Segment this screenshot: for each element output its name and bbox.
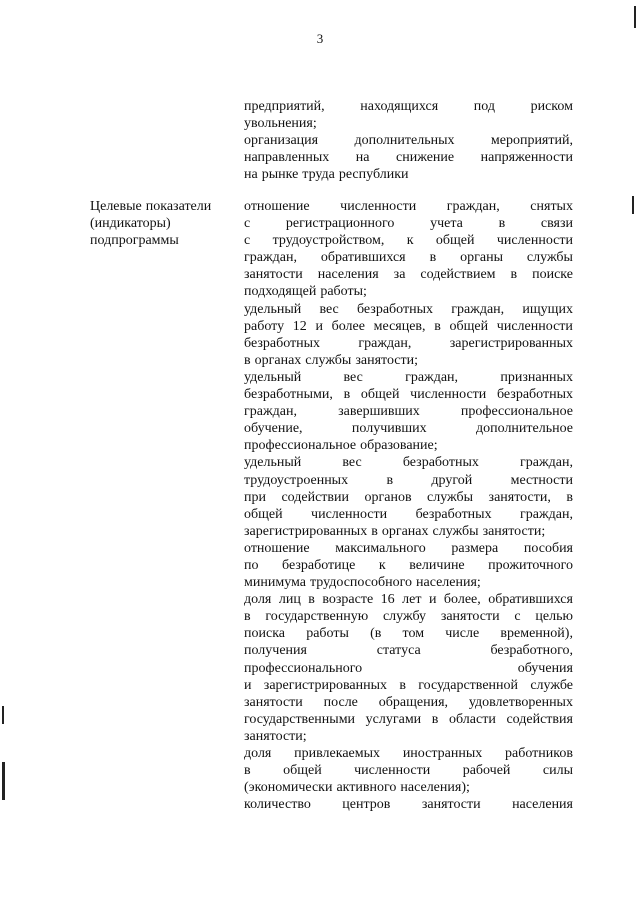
scan-mark-top-right (634, 6, 636, 28)
text-line: безработных граждан, зарегистрированных (244, 335, 573, 351)
text-line: количество центров занятости населения (244, 797, 573, 813)
text-line: Целевые показатели (90, 199, 212, 214)
text-line: по безработице к величине прожиточного (244, 557, 573, 573)
text-line: с трудоустройством, к общей численности (244, 233, 573, 249)
page-number: 3 (316, 31, 324, 46)
text-line: доля лиц в возрасте 16 лет и более, обратившихся (244, 592, 573, 608)
text-line: занятости после обращения, удовлетворенных (244, 694, 573, 710)
text-line: с регистрационного учета в связи (244, 216, 573, 232)
text-line: (экономически активного населения); (244, 780, 470, 796)
text-line: увольнения; (244, 116, 317, 132)
text-line: организация дополнительных мероприятий, (244, 133, 573, 149)
text-line: граждан, обратившихся в органы службы (244, 250, 573, 266)
text-line: в органах службы занятости; (244, 352, 419, 368)
text-line: удельный вес безработных граждан, ищущих (244, 301, 573, 317)
text-line: удельный вес граждан, признанных (244, 369, 573, 385)
text-line: на рынке труда республики (244, 167, 409, 183)
text-line: зарегистрированных в органах службы занятости; (244, 523, 546, 539)
text-line: подходящей работы; (244, 284, 367, 300)
passport-label-cell (90, 198, 235, 249)
text-line: доля привлекаемых иностранных работников (244, 746, 573, 761)
text-line: занятости населения за содействием в поиске (244, 267, 573, 283)
text-line: направленных на снижение напряженности (244, 150, 573, 166)
scan-mark-left-upper (2, 706, 4, 724)
text-line: и зарегистрированных в государственной службе (244, 677, 573, 693)
text-line: отношение численности граждан, снятых (244, 199, 573, 214)
text-line: занятости; (244, 728, 307, 744)
text-line: обучение, получивших дополнительное (244, 421, 573, 437)
text-line: (индикаторы) (90, 216, 171, 232)
text-line: трудоустроенных в другой местности (244, 472, 573, 488)
indicators-text-block (244, 198, 573, 813)
text-line: в государственную службу занятости с целью (244, 609, 573, 625)
text-line: граждан, завершивших профессиональное (244, 404, 573, 420)
text-line: профессиональное образование; (244, 438, 438, 454)
scan-mark-left-lower (2, 762, 5, 800)
text-line: при содействии органов службы занятости, в (244, 489, 573, 505)
text-line: государственными услугами в области содействия (244, 711, 573, 727)
text-line: минимума трудоспособного населения; (244, 575, 481, 591)
text-line: в общей численности рабочей силы (244, 763, 573, 779)
text-line: предприятий, находящихся под риском (244, 99, 573, 114)
text-line: поиска работы (в том числе временной), (244, 626, 573, 642)
text-line: отношение максимального размера пособия (244, 540, 573, 556)
text-line: подпрограммы (90, 233, 179, 249)
text-line: работу 12 и более месяцев, в общей численности (244, 318, 573, 334)
text-line: профессионального обучения (244, 660, 573, 676)
text-line: удельный вес безработных граждан, (244, 455, 573, 471)
top-text-block (244, 98, 573, 183)
text-line: безработными, в общей численности безработных (244, 387, 573, 403)
text-line: получения статуса безработного, (244, 643, 573, 659)
text-line: общей численности безработных граждан, (244, 506, 573, 522)
scan-mark-right (632, 196, 634, 214)
